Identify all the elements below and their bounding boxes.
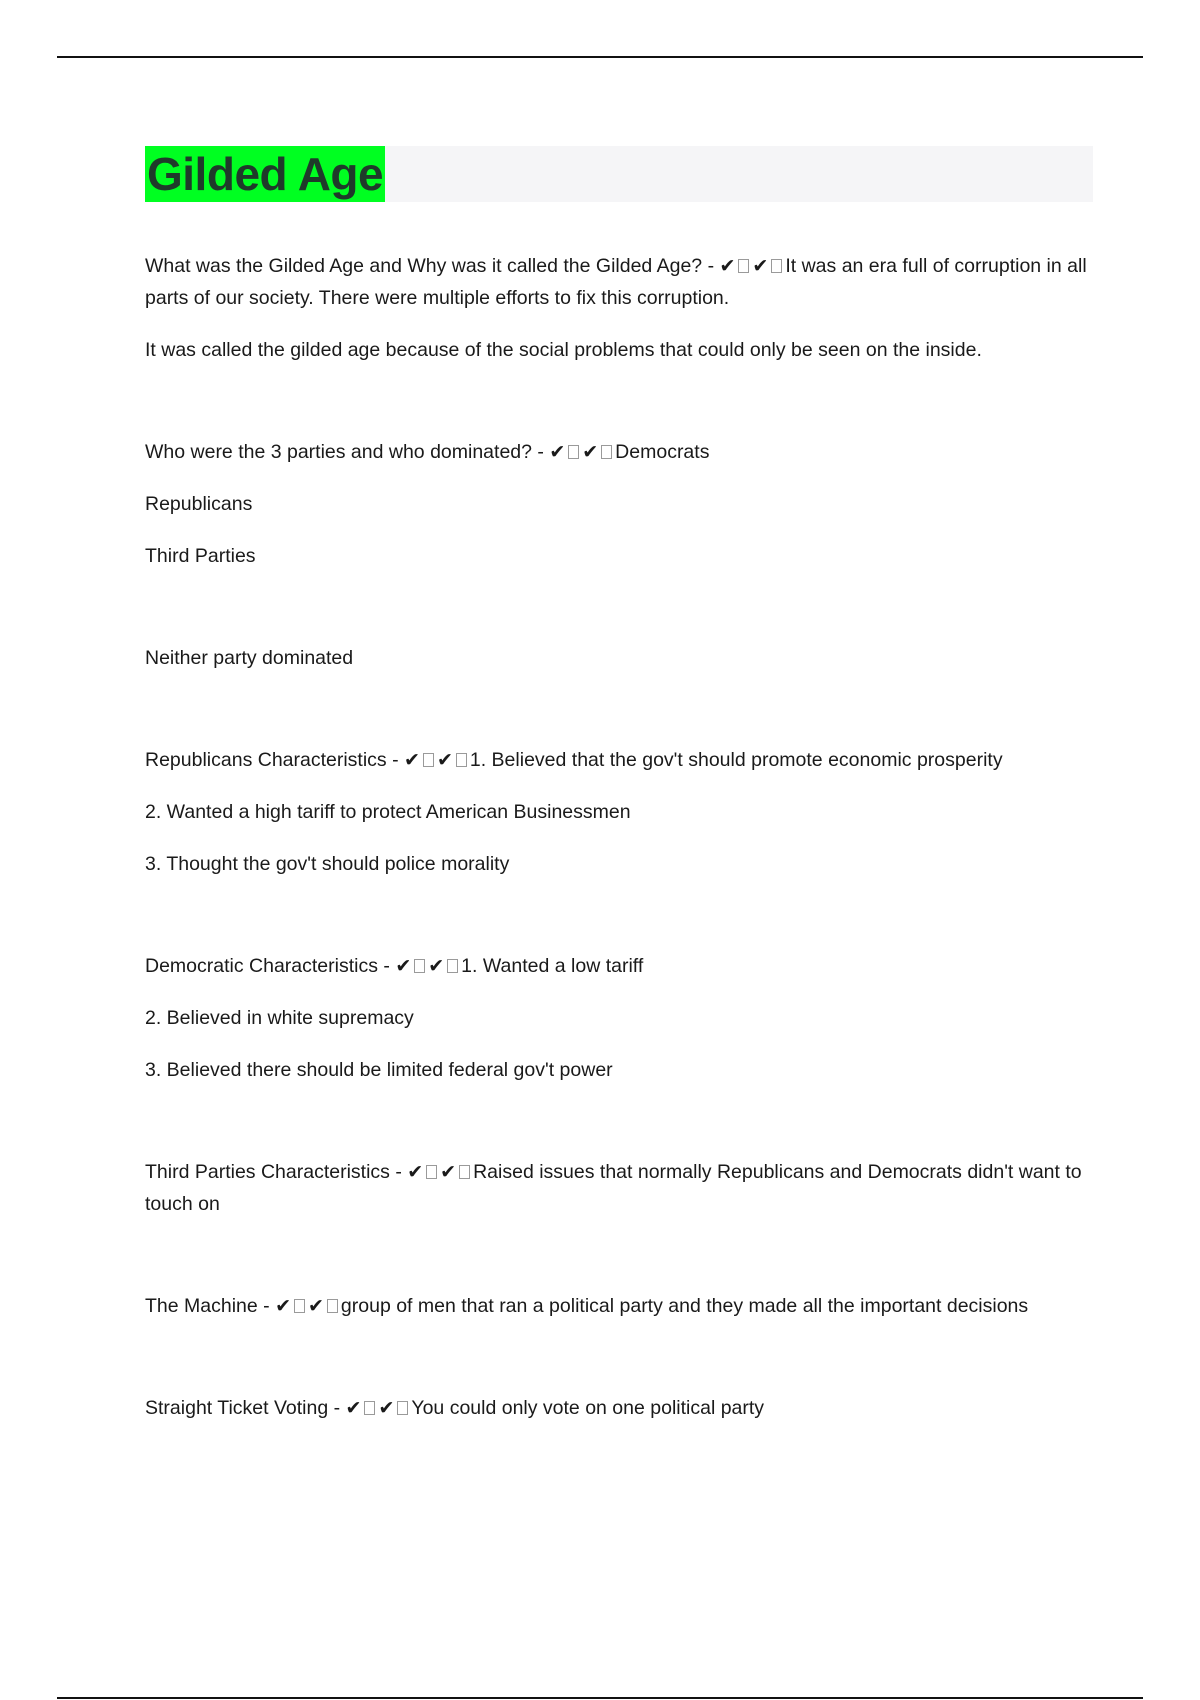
document-body: [145, 250, 1095, 1444]
answer-line: Neither party dominated: [145, 647, 354, 669]
check-icon: ✔: [440, 1161, 457, 1183]
answer-text: You could only vote on one political party: [411, 1397, 765, 1419]
spacer: [145, 1106, 1095, 1156]
question-text: Democratic Characteristics: [145, 955, 378, 977]
answer-text: group of men that ran a political party and they made all the important decisions: [340, 1295, 1029, 1317]
box-icon: [771, 259, 782, 273]
answer-text: 1. Believed that the gov't should promote economic prosperity: [469, 749, 1003, 771]
spacer: [145, 1240, 1095, 1290]
check-icon: ✔: [407, 1161, 424, 1183]
check-icon: ✔: [719, 255, 736, 277]
spacer: [145, 1342, 1095, 1392]
qa-item: Democratic Characteristics - ✔ ✔ 1. Wanted a low tariff: [145, 955, 644, 977]
spacer: [145, 386, 1095, 436]
answer-line: 3. Believed there should be limited federal gov't power: [145, 1059, 613, 1081]
box-icon: [327, 1299, 338, 1313]
qa-item: Who were the 3 parties and who dominated? - ✔ ✔ Democrats: [145, 441, 710, 463]
box-icon: [423, 753, 434, 767]
check-icon: ✔: [345, 1397, 362, 1419]
check-icon: ✔: [275, 1295, 291, 1317]
box-icon: [456, 753, 467, 767]
page-title: Gilded Age: [147, 148, 384, 200]
check-icon: ✔: [308, 1295, 324, 1317]
check-icon: ✔: [378, 1397, 395, 1419]
answer-text: Raised issues that normally Republicans and Democrats didn't want to touch on: [145, 1161, 1082, 1215]
box-icon: [414, 959, 425, 973]
question-text: Third Parties Characteristics: [145, 1161, 390, 1183]
box-icon: [568, 445, 579, 459]
question-text: What was the Gilded Age and Why was it called the Gilded Age?: [145, 255, 703, 277]
qa-item: The Machine - ✔ ✔ group of men that ran a political party and they made all the important decisions: [145, 1295, 1029, 1317]
answer-text: 1. Wanted a low tariff: [461, 955, 644, 977]
check-icon: ✔: [582, 441, 599, 463]
check-icon: ✔: [752, 255, 769, 277]
qa-item: What was the Gilded Age and Why was it called the Gilded Age? - ✔ ✔ It was an era full of corruption in all parts of our society. There were multiple efforts to fix this corruption.: [145, 255, 1087, 309]
question-text: Who were the 3 parties and who dominated?: [145, 441, 532, 463]
answer-text: It was an era full of corruption in all parts of our society. There were multiple efforts to fix this corruption.: [145, 255, 1087, 309]
box-icon: [294, 1299, 305, 1313]
question-text: Republicans Characteristics: [145, 749, 387, 771]
top-rule: [57, 56, 1143, 58]
spacer: [145, 592, 1095, 642]
bottom-rule: [57, 1697, 1143, 1699]
answer-line: Republicans: [145, 493, 253, 515]
question-text: Straight Ticket Voting: [145, 1397, 329, 1419]
answer-line: It was called the gilded age because of the social problems that could only be seen on the inside.: [145, 339, 982, 361]
box-icon: [738, 259, 749, 273]
box-icon: [447, 959, 458, 973]
qa-item: Third Parties Characteristics - ✔ ✔ Raised issues that normally Republicans and Democrats didn't want to touch on: [145, 1161, 1082, 1215]
check-icon: ✔: [428, 955, 445, 977]
box-icon: [459, 1165, 470, 1179]
question-text: The Machine: [145, 1295, 258, 1317]
box-icon: [426, 1165, 437, 1179]
answer-line: Third Parties: [145, 545, 256, 567]
answer-line: 2. Believed in white supremacy: [145, 1007, 414, 1029]
box-icon: [601, 445, 612, 459]
answer-line: 2. Wanted a high tariff to protect American Businessmen: [145, 801, 631, 823]
spacer: [145, 694, 1095, 744]
box-icon: [397, 1401, 408, 1415]
check-icon: ✔: [404, 749, 420, 771]
box-icon: [364, 1401, 375, 1415]
check-icon: ✔: [395, 955, 412, 977]
check-icon: ✔: [436, 749, 453, 771]
qa-item: Republicans Characteristics - ✔ ✔ 1. Believed that the gov't should promote economic prosperity: [145, 749, 1003, 771]
answer-text: Democrats: [615, 441, 710, 463]
qa-item: Straight Ticket Voting - ✔ ✔ You could only vote on one political party: [145, 1397, 765, 1419]
check-icon: ✔: [549, 441, 566, 463]
spacer: [145, 900, 1095, 950]
answer-line: 3. Thought the gov't should police morality: [145, 853, 510, 875]
